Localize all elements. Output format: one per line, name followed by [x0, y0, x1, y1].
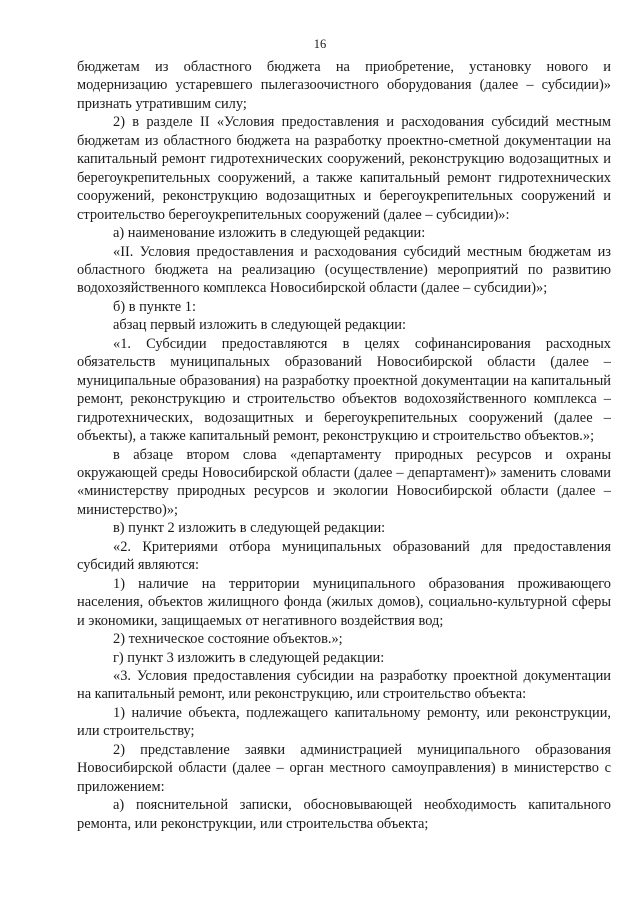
paragraph-3: а) наименование изложить в следующей редакции:: [113, 225, 426, 242]
paragraph-13: г) пункт 3 изложить в следующей редакции:: [113, 649, 385, 666]
paragraph-11: 1) наличие на территории муниципального образования проживающего населения, объектов жилищного фонда (жилых домов), социально-культурной сферы и экономики, защищаемых от негативного воздействия вод;: [77, 575, 611, 629]
paragraph-1: бюджетам из областного бюджета на приобретение, установку нового и модернизацию устаревшего пылегазоочистного оборудования (далее – субсидии)» признать утратившим силу;: [77, 59, 611, 112]
paragraph-9: в) пункт 2 изложить в следующей редакции:: [113, 520, 386, 537]
paragraph-2: 2) в разделе II «Условия предоставления и расходования субсидий местным бюджетам из областного бюджета на разработку проектно-сметной документации на капитальный ремонт гидротехнических сооружений, реконструкцию водозащитных и берегоукрепительных сооружений, а также капитальный ремонт гидротехнических сооружений, реконструкцию водозащитных и берегоукрепительных сооружений и строительство берегоукрепительных сооружений (далее – субсидии)»:: [77, 114, 611, 223]
paragraph-10: «2. Критериями отбора муниципальных образований для предоставления субсидий являются:: [77, 538, 611, 574]
paragraph-14: «3. Условия предоставления субсидии на разработку проектной документации на капитальный ремонт, или реконструкцию, или строительство объекта:: [77, 667, 611, 703]
paragraph-4: «II. Условия предоставления и расходования субсидий местным бюджетам из областного бюджета на реализацию (осуществление) мероприятий по развитию водохозяйственного комплекса Новосибирской области (далее – субсидии)»;: [77, 243, 611, 297]
paragraph-12: 2) техническое состояние объектов.»;: [113, 631, 343, 648]
page-number: 16: [313, 37, 327, 51]
paragraph-5: б) в пункте 1:: [113, 298, 196, 315]
paragraph-16: 2) представление заявки администрацией муниципального образования Новосибирской области (далее – орган местного самоуправления) в министерство с приложением:: [77, 741, 611, 795]
paragraph-17: а) пояснительной записки, обосновывающей необходимость капитального ремонта, или реконструкции, или строительства объекта;: [77, 797, 611, 832]
paragraph-8: в абзаце втором слова «департаменту природных ресурсов и охраны окружающей среды Новосибирской области (далее – департамент)» заменить словами «министерству природных ресурсов и экологии Новосибирской области (далее – министерство)»;: [77, 446, 611, 518]
paragraph-15: 1) наличие объекта, подлежащего капитальному ремонту, или реконструкции, или строительству;: [77, 704, 611, 740]
paragraph-7: «1. Субсидии предоставляются в целях софинансирования расходных обязательств муниципальных образований Новосибирской области (далее – муниципальные образования) на разработку проектной документации на капитальный ремонт, реконструкцию и строительство объектов водохозяйственного комплекса – гидротехнических, водозащитных и берегоукрепительных сооружений (далее – объекты), а также капитальный ремонт, реконструкцию и строительство объектов.»;: [77, 335, 611, 445]
paragraph-6: абзац первый изложить в следующей редакции:: [113, 317, 407, 334]
document-body: [77, 58, 611, 833]
